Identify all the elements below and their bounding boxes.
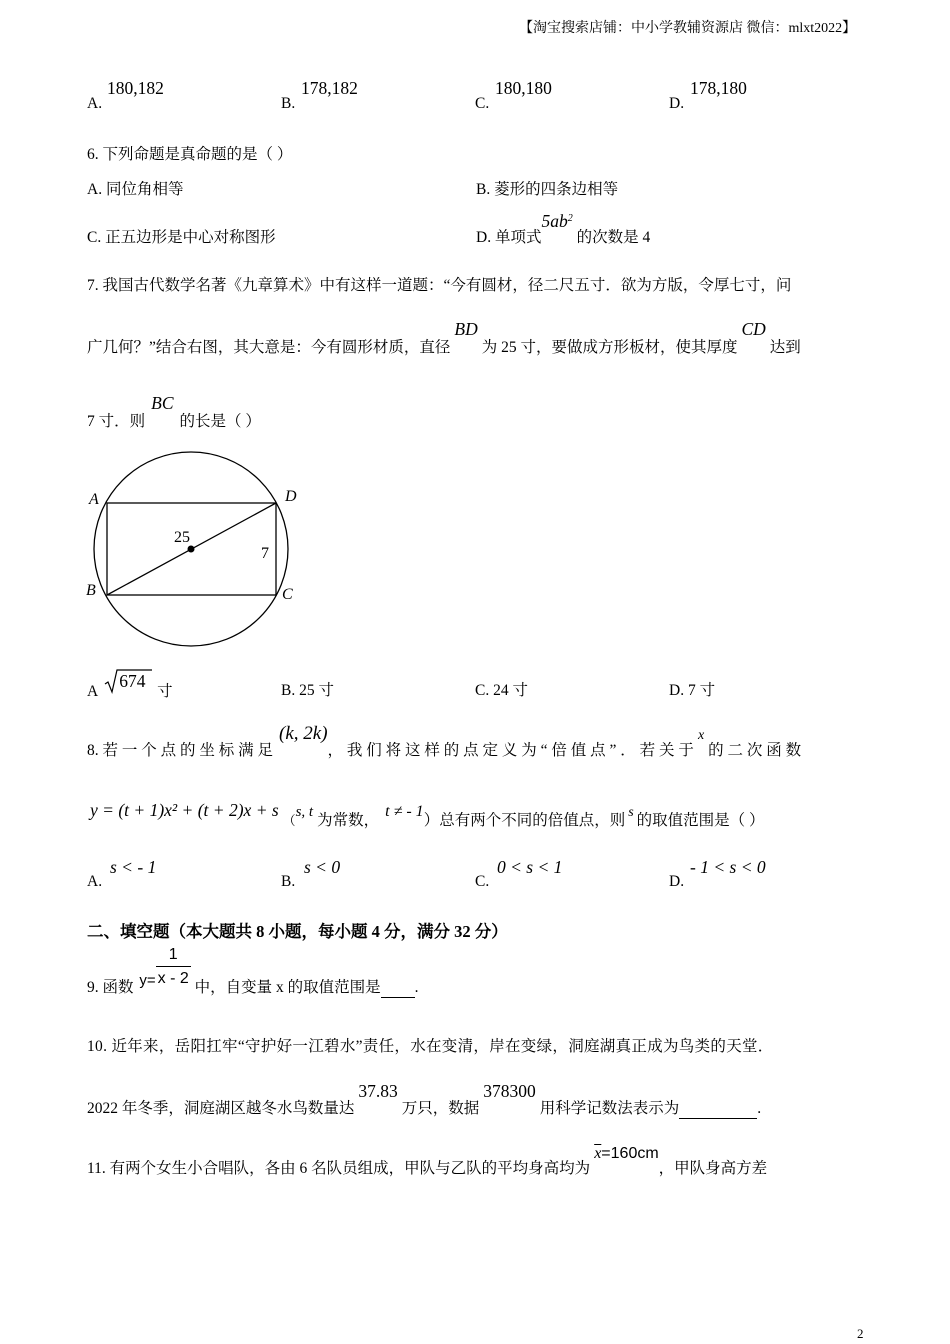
q9-answer-blank[interactable]: [381, 979, 415, 998]
figure-label-b: B: [86, 582, 96, 599]
q8-line-2: [90, 799, 765, 829]
q7-segment-bd: BD: [454, 319, 478, 339]
q6-option-d-pre: D. 单项式: [476, 229, 542, 246]
q8-line-2-part-c: ）总有两个不同的倍值点，则: [423, 812, 626, 829]
q9-y-equals: y=: [139, 971, 156, 989]
q7-line-3-part-b: 的长是（ ）: [179, 413, 261, 430]
q8-line-1-part-b: ， 我 们 将 这 样 的 点 定 义 为 “ 倍 值 点 ” ． 若 关 于: [327, 742, 694, 759]
q8-option-d-label: D.: [669, 873, 685, 890]
q7-line-3: [87, 392, 261, 430]
q6-option-d: [476, 210, 651, 246]
q9-denominator: x - 2: [157, 970, 189, 987]
q11-post: ，甲队身高方差: [658, 1160, 768, 1177]
q10-number-37-83: 37.83: [358, 1081, 398, 1101]
q5-option-b-label: B.: [281, 95, 296, 112]
q6-option-a: A. 同位角相等: [87, 181, 184, 198]
q10-line-2-part-b: 万只，数据: [401, 1100, 480, 1117]
q7-segment-bc: BC: [151, 393, 174, 413]
q9-end: .: [414, 979, 419, 996]
q7-option-d: D. 7 寸: [669, 682, 716, 699]
q8-point-k-2k: (k, 2k): [279, 723, 328, 744]
q5-option-a-label: A.: [87, 95, 103, 112]
q8-t-condition: t ≠ - 1: [385, 803, 424, 820]
q9-line: [87, 946, 419, 996]
q5-option-a-value: 180,182: [107, 78, 164, 98]
q8-option-d-value: - 1 < s < 0: [690, 857, 766, 877]
q10-number-378300: 378300: [483, 1081, 536, 1101]
figure-label-side: 7: [261, 545, 269, 562]
q8-option-a-value: s < - 1: [110, 857, 157, 877]
figure-label-diagonal: 25: [174, 529, 190, 546]
q10-line-1: 10. 近年来，岳阳扛牢“守护好一江碧水”责任，水在变清，岸在变绿，洞庭湖真正成为鸟类的天堂．: [87, 1038, 774, 1055]
q7-line-3-part-a: 7 寸．则: [87, 413, 146, 430]
q7-option-a-sqrt: [103, 668, 153, 696]
q8-line-2-part-b: 为常数，: [317, 812, 380, 829]
q7-option-a: [87, 664, 173, 700]
q8-option-b-label: B.: [281, 873, 296, 890]
page-header: 【淘宝搜索店铺：中小学教辅资源店 微信：mlxt2022】: [519, 21, 857, 36]
q7-option-a-radicand: 674: [119, 671, 146, 691]
q11-mean: [594, 1145, 658, 1163]
q10-answer-blank[interactable]: [679, 1100, 757, 1119]
q7-line-2-part-c: 达到: [769, 339, 801, 356]
q9-pre: 9. 函数: [87, 979, 134, 996]
q11-equals-160cm: =160cm: [601, 1145, 659, 1162]
q8-line-2-part-d: 的取值范围是（ ）: [636, 812, 765, 829]
q7-line-2-part-b: 为 25 寸，要做成方形板材，使其厚度: [481, 339, 738, 356]
q7-option-b: B. 25 寸: [281, 682, 334, 699]
figure-label-d: D: [285, 488, 297, 505]
q7-option-c: C. 24 寸: [475, 682, 528, 699]
q7-option-a-unit: 寸: [157, 683, 173, 700]
q6-option-d-post: 的次数是 4: [576, 229, 651, 246]
q11-pre: 11. 有两个女生小合唱队，各由 6 名队员组成，甲队与乙队的平均身高均为: [87, 1160, 591, 1177]
figure-label-a: A: [89, 491, 99, 508]
q6-option-d-monomial: 5ab: [541, 211, 568, 231]
q6-option-c: C. 正五边形是中心对称图形: [87, 229, 276, 246]
q5-option-c-value: 180,180: [495, 78, 552, 98]
q6-option-d-exponent: 2: [567, 212, 573, 224]
q8-option-c-label: C.: [475, 873, 490, 890]
q8-option-b-value: s < 0: [304, 857, 341, 877]
q5-option-b-value: 178,182: [301, 78, 358, 98]
q8-line-1-part-c: 的 二 次 函 数: [708, 742, 802, 759]
figure-center-point: [188, 546, 195, 553]
q9-post: 中，自变量 x 的取值范围是: [194, 979, 381, 996]
q7-line-2-part-a: 广几何？”结合右图，其大意是：今有圆形材质，直径: [87, 339, 451, 356]
q8-params-s-t: s, t: [295, 804, 314, 820]
q9-fraction: [156, 946, 191, 988]
q6-stem: 6. 下列命题是真命题的是（ ）: [87, 146, 293, 163]
q11-line: [87, 1141, 768, 1177]
q7-circle-rectangle-figure: [80, 448, 310, 653]
q6-option-b: B. 菱形的四条边相等: [476, 181, 619, 198]
q7-line-2: [87, 318, 801, 356]
q8-line-1: [87, 722, 867, 759]
q10-line-2-part-c: 用科学记数法表示为: [539, 1100, 680, 1117]
q9-function: [139, 946, 190, 988]
section-2-title: 二、填空题（本大题共 8 小题，每小题 4 分，满分 32 分）: [87, 922, 508, 941]
page-number: 2: [857, 1326, 864, 1341]
q8-quadratic-function: y = (t + 1)x² + (t + 2)x + s: [90, 800, 279, 820]
q11-x-bar: $\overline{x}$: [594, 1145, 602, 1162]
q5-option-d-value: 178,180: [690, 78, 747, 98]
q5-option-c-label: C.: [475, 95, 490, 112]
q8-paren-open: （: [282, 813, 296, 828]
q5-option-d-label: D.: [669, 95, 685, 112]
q10-line-2-part-a: 2022 年冬季，洞庭湖区越冬水鸟数量达: [87, 1100, 355, 1117]
q7-segment-cd: CD: [741, 319, 766, 339]
q10-line-2: [87, 1080, 762, 1117]
q7-line-1: 7. 我国古代数学名著《九章算术》中有这样一道题：“今有圆材，径二尺五寸．欲为方版，令厚七寸，问: [87, 277, 792, 294]
q8-option-a-label: A.: [87, 873, 103, 890]
q10-end: .: [757, 1100, 762, 1117]
q8-variable-s: s: [628, 805, 634, 820]
q8-option-c-value: 0 < s < 1: [497, 857, 563, 877]
q9-numerator: 1: [156, 946, 191, 967]
figure-label-c: C: [282, 586, 293, 603]
q7-option-a-label: A: [87, 683, 98, 700]
q8-variable-x: x: [697, 728, 705, 743]
q8-line-1-part-a: 8. 若 一 个 点 的 坐 标 满 足: [87, 742, 274, 759]
